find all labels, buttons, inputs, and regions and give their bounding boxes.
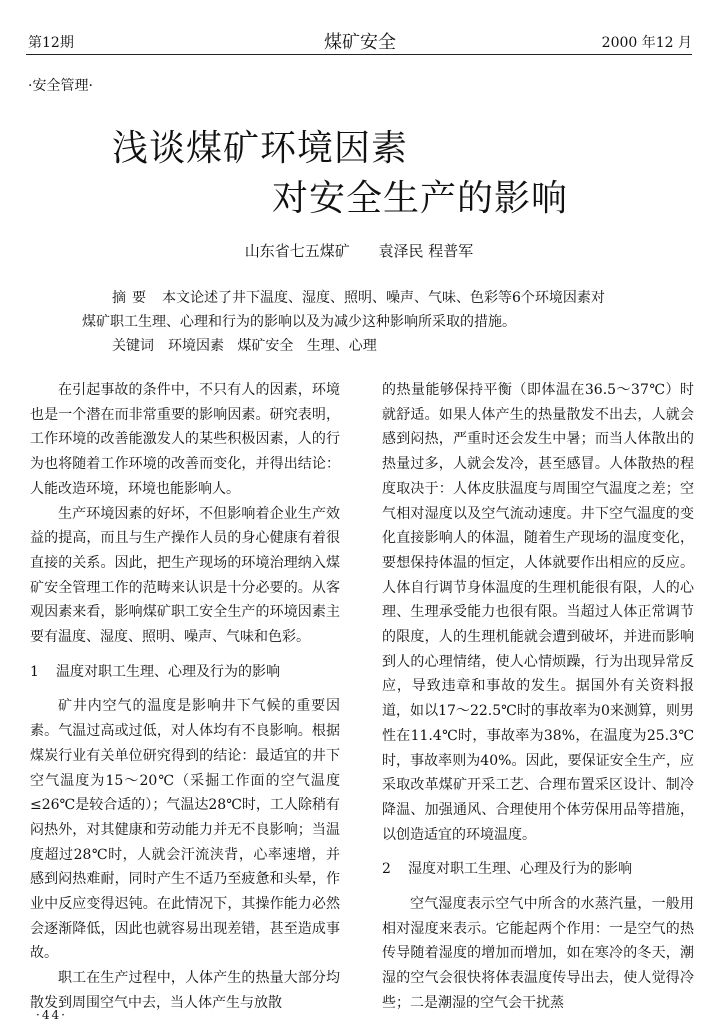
affiliation: 山东省七五煤矿 <box>244 242 350 260</box>
paragraph: 矿井内空气的温度是影响井下气候的重要因素。气温过高或过低，对人体均有不良影响。根据煤炭行业有关单位研究得到的结论：最适宜的井下空气温度为15～20℃（采掘工作面的空气温度≤26℃是较合适的）；气温达28℃时，工人除稍有闷热外，对其健康和劳动能力并无不良影响；当温度超过28℃时，人就会汗流浃背，心率速增，并感到闷热难耐，同时产生不适乃至疲惫和头晕，作业中反应变得迟钝。在此情况下，其操作能力必然会逐渐降低，因此也就容易出现差错，甚至造成事故。 <box>30 698 340 962</box>
heading-text: 温度对职工生理、心理及行为的影响 <box>56 663 280 680</box>
title-line-1: 浅谈煤矿环境因素 <box>112 128 409 169</box>
section-heading-1 <box>30 660 340 685</box>
abstract-label: 摘要 <box>112 290 152 306</box>
abstract-text-1: 本文论述了井下温度、湿度、照明、噪声、气味、色彩等6个环境因素对 <box>162 290 605 306</box>
byline <box>0 240 718 261</box>
paragraph: 的热量能够保持平衡（即体温在36.5～37℃）时就舒适。如果人体产生的热量散发不出去，人就会感到闷热，严重时还会发生中暑；而当人体散出的热量过多，人就会发冷，甚至感冒。人体散热的程度取决于：人体皮肤温度与周围空气温度之差；空气相对湿度以及空气流动速度。井下空气温度的变化直接影响人的体温，随着生产现场的温度变化，要想保持体温的恒定，人体就要作出相应的反应。人体自行调节身体温度的生理机能很有限，人的心理、生理承受能力也很有限。当超过人体正常调节的限度，人的生理机能就会遭到破坏，并进而影响到人的心理情绪，使人心情烦躁，行为出现异常反应，导致违章和事故的发生。据国外有关资料报道，如以17～22.5℃时的事故率为0来测算，则男性在11.4℃时，事故率为38%，在温度为25.3℃时，事故率则为40%。因此，要保证安全生产，应采取改革煤矿开采工艺、合理布置采区设计、制冷降温、加强通风、合理使用个体劳保用品等措施，以创造适宜的环境温度。 <box>382 382 694 843</box>
keywords-text: 环境因素 煤矿安全 生理、心理 <box>168 338 377 354</box>
page-number: ·44· <box>36 1008 67 1022</box>
paragraph: 空气湿度表示空气中所含的水蒸汽量，一般用相对湿度来表示。它能起两个作用：一是空气的热传导随着湿度的增加而增加，如在寒冷的冬天，潮湿的空气会很快将体表温度传导出去，使人觉得冷些；二是潮湿的空气会干扰蒸 <box>382 896 694 1011</box>
issue-date: 2000 年12 月 <box>601 35 692 51</box>
authors: 袁泽民 程普军 <box>378 242 474 260</box>
heading-number: 1 <box>30 663 39 680</box>
abstract-line-2: 煤矿职工生理、心理和行为的影响以及为减少这种影响所采取的措施。 <box>82 314 516 330</box>
title-line-2: 对安全生产的影响 <box>272 178 569 219</box>
right-column <box>382 378 694 1016</box>
issue-number: 第12期 <box>28 35 74 51</box>
paragraph: 生产环境因素的好坏，不但影响着企业生产效益的提高，而且与生产操作人员的身心健康有着很直接的关系。因此，把生产现场的环境治理纳入煤矿安全管理工作的范畴来认识是十分必要的。从客观因素来看，影响煤矿职工安全生产的环境因素主要有温度、湿度、照明、噪声、气味和色彩。 <box>30 505 340 646</box>
heading-number: 2 <box>382 861 391 878</box>
paragraph: 在引起事故的条件中，不只有人的因素，环境也是一个潜在而非常重要的影响因素。研究表明，工作环境的改善能激发人的某些积极因素，人的行为也将随着工作环境的改善而变化，并得出结论：人能改造环境，环境也能影响人。 <box>30 382 340 497</box>
left-column <box>30 378 340 1016</box>
heading-text: 湿度对职工生理、心理及行为的影响 <box>408 861 632 878</box>
header-rule <box>26 54 692 55</box>
journal-name: 煤矿安全 <box>324 32 396 53</box>
section-label: ·安全管理· <box>28 78 93 94</box>
abstract-line-1 <box>112 286 652 310</box>
keywords-label: 关键词 <box>112 338 154 354</box>
section-heading-2 <box>382 857 694 882</box>
running-header <box>28 28 692 53</box>
paragraph: 职工在生产过程中，人体产生的热量大部分均散发到周围空气中去，当人体产生与放散 <box>30 970 340 1011</box>
keywords <box>112 334 652 358</box>
